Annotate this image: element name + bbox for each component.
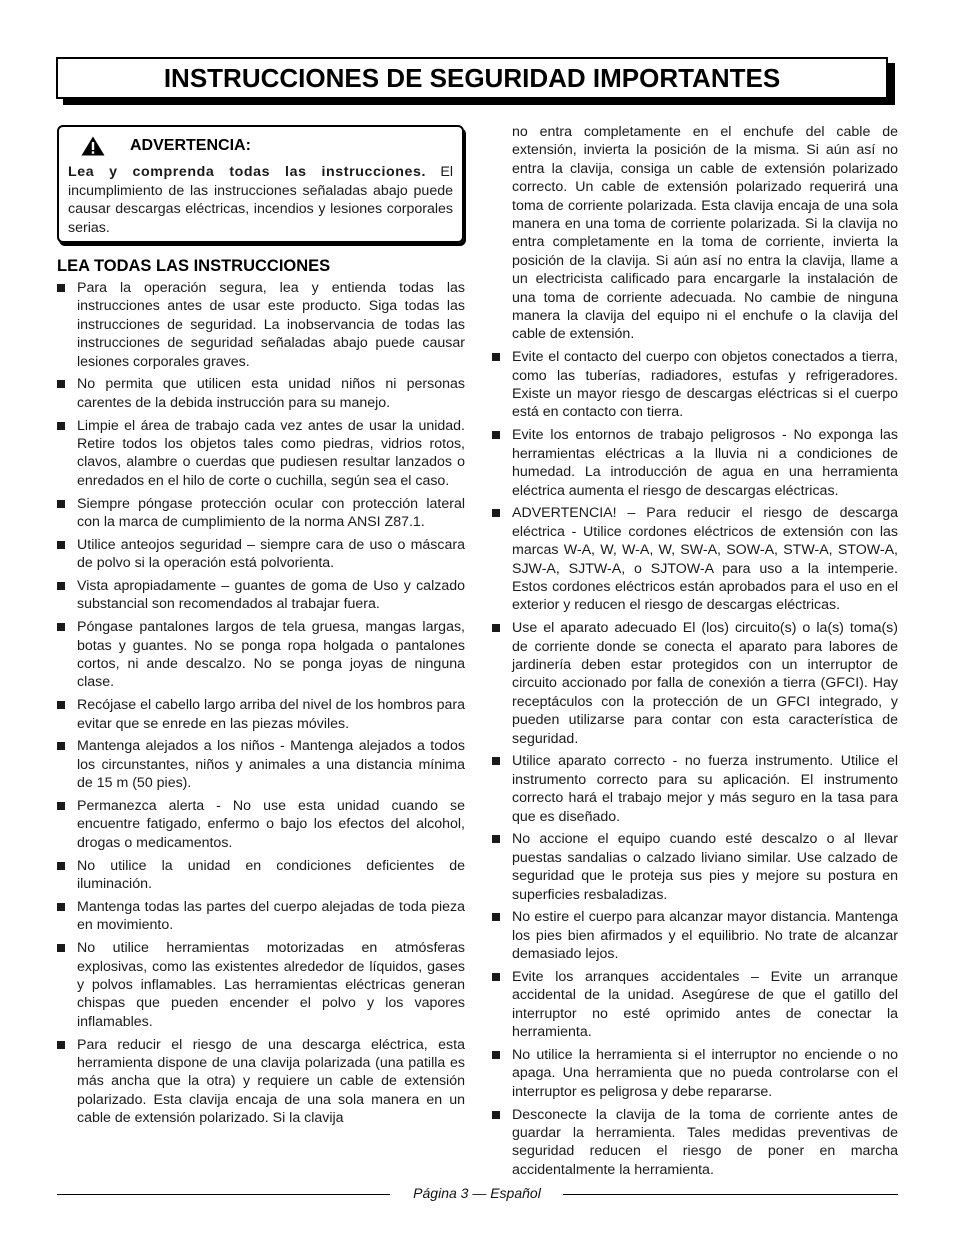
bullet-icon [492,1051,500,1059]
bullet-icon [492,757,500,765]
bullet-icon [492,431,500,439]
list-item: Evite los arranques accidentales – Evite un arranque accidental de la unidad. Asegúrese de que el gatillo del interruptor no esté oprimido antes de conectar la herramienta. [492,968,898,1042]
bullet-icon [57,742,65,750]
right-bullet-list [492,348,898,1179]
warning-box [57,125,464,243]
bullet-icon [492,973,500,981]
bullet-icon [492,353,500,361]
footer-rule-right [563,1194,898,1195]
list-item: Permanezca alerta - No use esta unidad cuando se encuentre fatigado, enfermo o bajo los efectos del alcohol, drogas o medicamentos. [57,797,465,852]
list-item: Limpie el área de trabajo cada vez antes de usar la unidad. Retire todos los objetos tales como piedras, vidrios rotos, clavos, alambre o cuerdas que pudiesen resultar lanzados o enredados en el hilo de corte o cuchilla, según sea el caso. [57,417,465,491]
section-heading: LEA TODAS LAS INSTRUCCIONES [57,257,331,275]
bullet-icon [57,903,65,911]
title-banner [56,57,888,99]
list-item: Siempre póngase protección ocular con protección lateral con la marca de cumplimiento de la norma ANSI Z87.1. [57,495,465,532]
list-item: Vista apropiadamente – guantes de goma de Uso y calzado substancial son recomendados al trabajar fuera. [57,577,465,614]
bullet-icon [57,380,65,388]
bullet-icon [57,701,65,709]
bullet-icon [492,1111,500,1119]
list-item: No utilice la unidad en condiciones deficientes de iluminación. [57,857,465,894]
warning-triangle-icon [81,136,105,156]
page-footer: Página 3 — Español [413,1185,541,1201]
list-item: Para la operación segura, lea y entienda todas las instrucciones antes de usar este producto. Siga todas las instrucciones de seguridad. La inobservancia de todas las instrucciones de seguridad señaladas abajo puede causar lesiones corporales graves. [57,279,465,371]
bullet-icon [57,422,65,430]
list-item: Para reducir el riesgo de una descarga eléctrica, esta herramienta dispone de una clavija polarizada (una patilla es más ancha que la otra) y requiere un cable de extensión polarizado. Esta clavija encaja de una sola manera en un cable de extensión polarizado. Si la clavija [57,1036,465,1128]
bullet-icon [57,944,65,952]
list-item: Use el aparato adecuado El (los) circuito(s) o la(s) toma(s) de corriente donde se conecta el aparato para labores de jardinería deben estar protegidos con un interruptor de circuito accionado por falla de conexión a tierra (GFCI). Hay receptáculos con la protección de un GFCI integrado, y pueden utilizarse para contar con esta característica de seguridad. [492,619,898,748]
bullet-icon [57,541,65,549]
list-item: No permita que utilicen esta unidad niños ni personas carentes de la debida instrucción para su manejo. [57,375,465,412]
warning-body: El incumplimiento de las instrucciones señaladas abajo puede causar descargas eléctricas, incendios y lesiones corporales serias. [68,164,453,236]
list-item: Póngase pantalones largos de tela gruesa, mangas largas, botas y guantes. No se ponga ropa holgada o pantalones cortos, ni ande descalzo. No se ponga joyas de ninguna clase. [57,618,465,692]
list-item: Utilice anteojos seguridad – siempre cara de uso o máscara de polvo si la operación está polvorienta. [57,536,465,573]
list-item: ADVERTENCIA! – Para reducir el riesgo de descarga eléctrica - Utilice cordones eléctricos de extensión con las marcas W-A, W, W-A, W, SW-A, SOW-A, STW-A, STOW-A, SJW-A, SJTW-A, o SJTOW-A para uso a la intemperie. Estos cordones eléctricos están aprobados para el uso en el exterior y reducen el riesgo de descargas eléctricas. [492,504,898,614]
bullet-icon [492,835,500,843]
list-item: Recójase el cabello largo arriba del nivel de los hombros para evitar que se enrede en las piezas móviles. [57,696,465,733]
bullet-icon [57,623,65,631]
list-item: No estire el cuerpo para alcanzar mayor distancia. Mantenga los pies bien afirmados y el equilibrio. No trate de alcanzar demasiado lejos. [492,908,898,963]
bullet-icon [57,284,65,292]
left-bullet-list [57,279,465,1128]
warning-header [81,136,453,156]
list-item: No utilice herramientas motorizadas en atmósferas explosivas, como las existentes alrededor de líquidos, gases y polvos inflamables. Las herramientas eléctricas generan chispas que pueden encender el polvo y los vapores inflamables. [57,939,465,1031]
list-item: Evite el contacto del cuerpo con objetos conectados a tierra, como las tuberías, radiadores, estufas y refrigeradores. Existe un mayor riesgo de descargas eléctricas si el cuerpo está en contacto con tierra. [492,348,898,422]
bullet-icon [492,624,500,632]
bullet-icon [492,913,500,921]
footer-rule-left [57,1194,390,1195]
list-item: Evite los entornos de trabajo peligrosos - No exponga las herramientas eléctricas a la lluvia ni a condiciones de humedad. La introducción de agua en una herramienta eléctrica aumenta el riesgo de descargas eléctricas. [492,426,898,500]
bullet-icon [57,1041,65,1049]
page-title: INSTRUCCIONES DE SEGURIDAD IMPORTANTES [163,62,781,93]
list-item: Desconecte la clavija de la toma de corriente antes de guardar la herramienta. Tales medidas preventivas de seguridad reducen el riesgo de poner en marcha accidentalmente la herramienta. [492,1106,898,1180]
list-item: Utilice aparato correcto - no fuerza instrumento. Utilice el instrumento correcto para su aplicación. El instrumento correcto hará el trabajo mejor y más seguro en la tasa para que es diseñado. [492,752,898,826]
list-item: No accione el equipo cuando esté descalzo o al llevar puestas sandalias o calzado liviano similar. Use calzado de seguridad que le proteja sus pies y mejore su postura en superficies resbaladizas. [492,830,898,904]
bullet-icon [492,509,500,517]
continued-paragraph: no entra completamente en el enchufe del cable de extensión, invierta la posición de la misma. Si aún así no entra la clavija, consiga un cable de extensión polarizado correcto. Un cable de extensión polarizado requerirá una toma de corriente polarizada. Esta clavija encaja de una sola manera en una toma de corriente polarizada. Si la clavija no entra completamente en la toma de corriente, invierta la posición de la clavija. Si aún así no entra la clavija, llame a un electricista calificado para encargarle la instalación de una toma de corriente adecuada. No cambie de ninguna manera la clavija del equipo ni el enchufe o la clavija del cable de extensión. [512,124,898,343]
warning-lead: Lea y comprenda todas las instrucciones. [68,164,427,180]
bullet-icon [57,582,65,590]
bullet-icon [57,802,65,810]
right-column [492,123,898,1184]
list-item: Mantenga todas las partes del cuerpo alejadas de toda pieza en movimiento. [57,898,465,935]
bullet-icon [57,862,65,870]
list-item: Mantenga alejados a los niños - Mantenga alejados a todos los circunstantes, niños y animales a una distancia mínima de 15 m (50 pies). [57,737,465,792]
warning-label: ADVERTENCIA: [130,137,251,154]
left-column [57,120,465,1132]
warning-text [68,163,453,237]
bullet-icon [57,500,65,508]
list-item: No utilice la herramienta si el interruptor no enciende o no apaga. Una herramienta que no pueda controlarse con el interruptor es peligrosa y debe repararse. [492,1046,898,1101]
